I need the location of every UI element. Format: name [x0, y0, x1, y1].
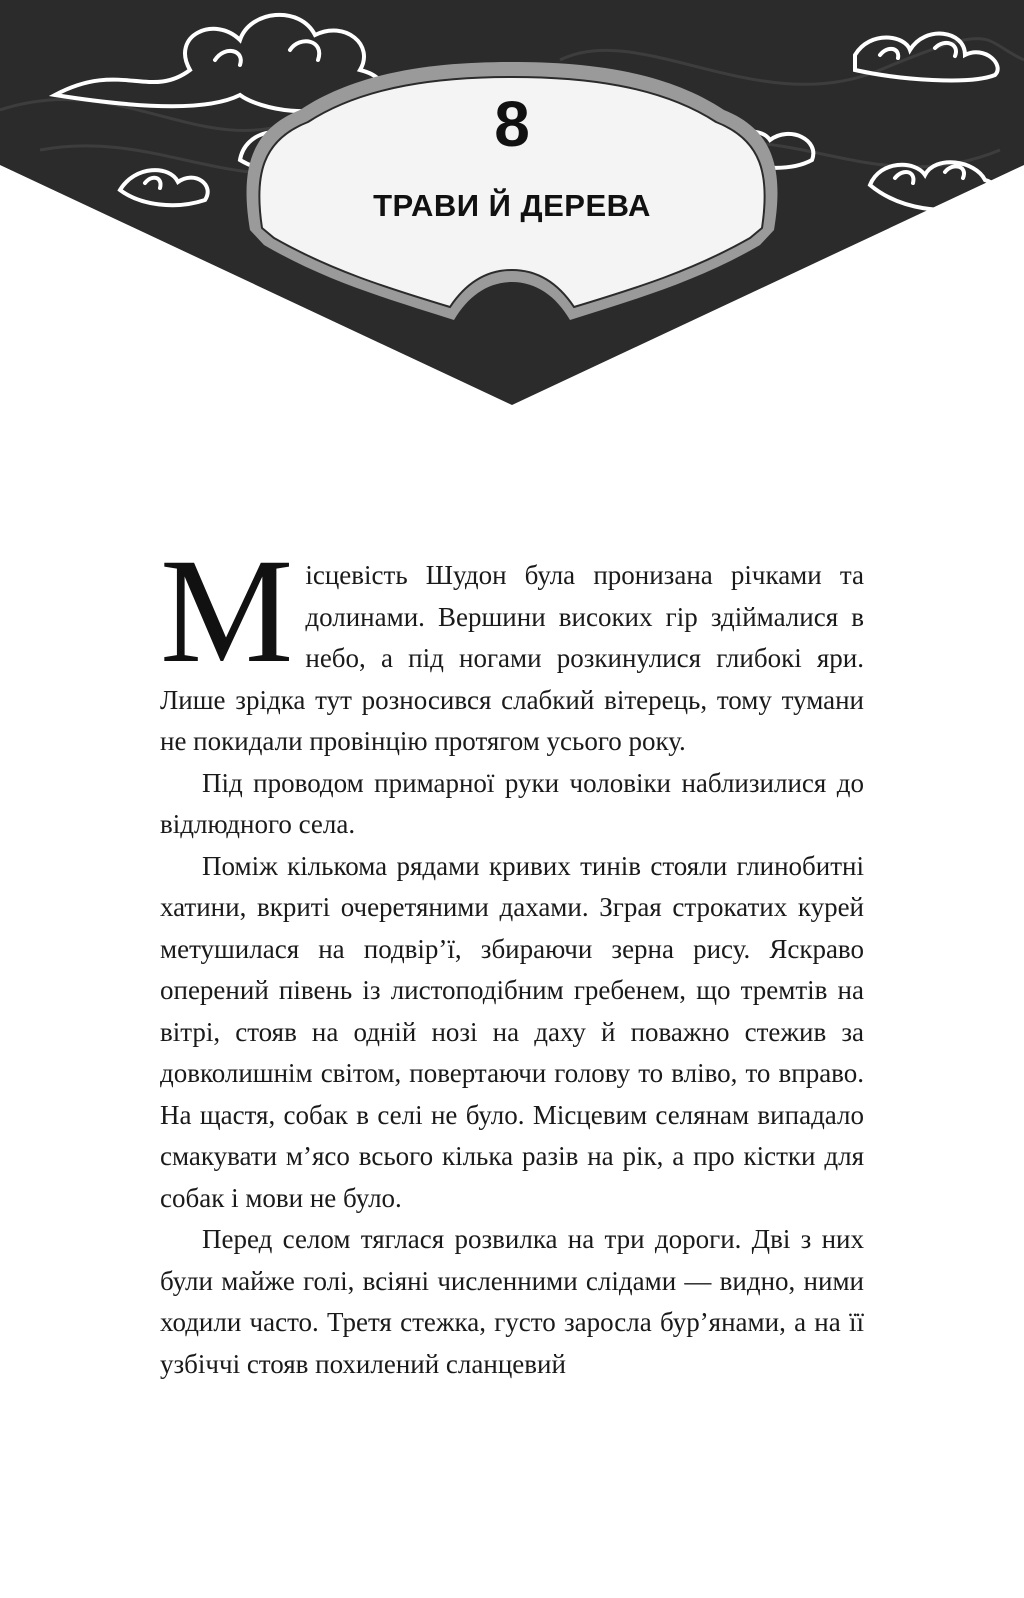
paragraph-3: Поміж кількома рядами кривих тинів стояли глинобитні хатини, вкриті очеретяними дахами. Зграя строкатих курей метушилася на подвір’ї, збираючи зерна рису. Яскраво оперений півень із листоподібним гребенем, що тремтів на вітрі, стояв на одній нозі на даху й поважно стежив за довколишнім світом, повертаючи голову то вліво, то вправо. На щастя, собак в селі не було. Місцевим селянам випадало смакувати м’ясо всього кілька разів на рік, а про кістки для собак і мови не було.	[160, 850, 864, 1213]
drop-cap: М	[160, 528, 294, 694]
paragraph-1	[160, 528, 864, 763]
paragraph-4: Перед селом тяглася розвилка на три дороги. Дві з них були майже голі, всіяні численними слідами — видно, ними ходили часто. Третя стежка, густо заросла бур’янами, а на її узбіччі стояв похилений сланцевий	[160, 1224, 864, 1379]
chapter-title: ТРАВИ Й ДЕРЕВА	[373, 188, 651, 223]
paragraph-2: Під проводом примарної руки чоловіки наблизилися до відлюдного села.	[160, 767, 864, 839]
chapter-body-text	[160, 528, 864, 1385]
chapter-number: 8	[494, 88, 530, 160]
paragraph-1-text: ісцевість Шудон була пронизана річками та долинами. Вершини високих гір здіймалися в небо, а під ногами розкинулися глибокі яри. Лише зрідка тут розносився слабкий вітерець, тому тумани не покидали провінцію протягом усього року.	[160, 560, 864, 756]
